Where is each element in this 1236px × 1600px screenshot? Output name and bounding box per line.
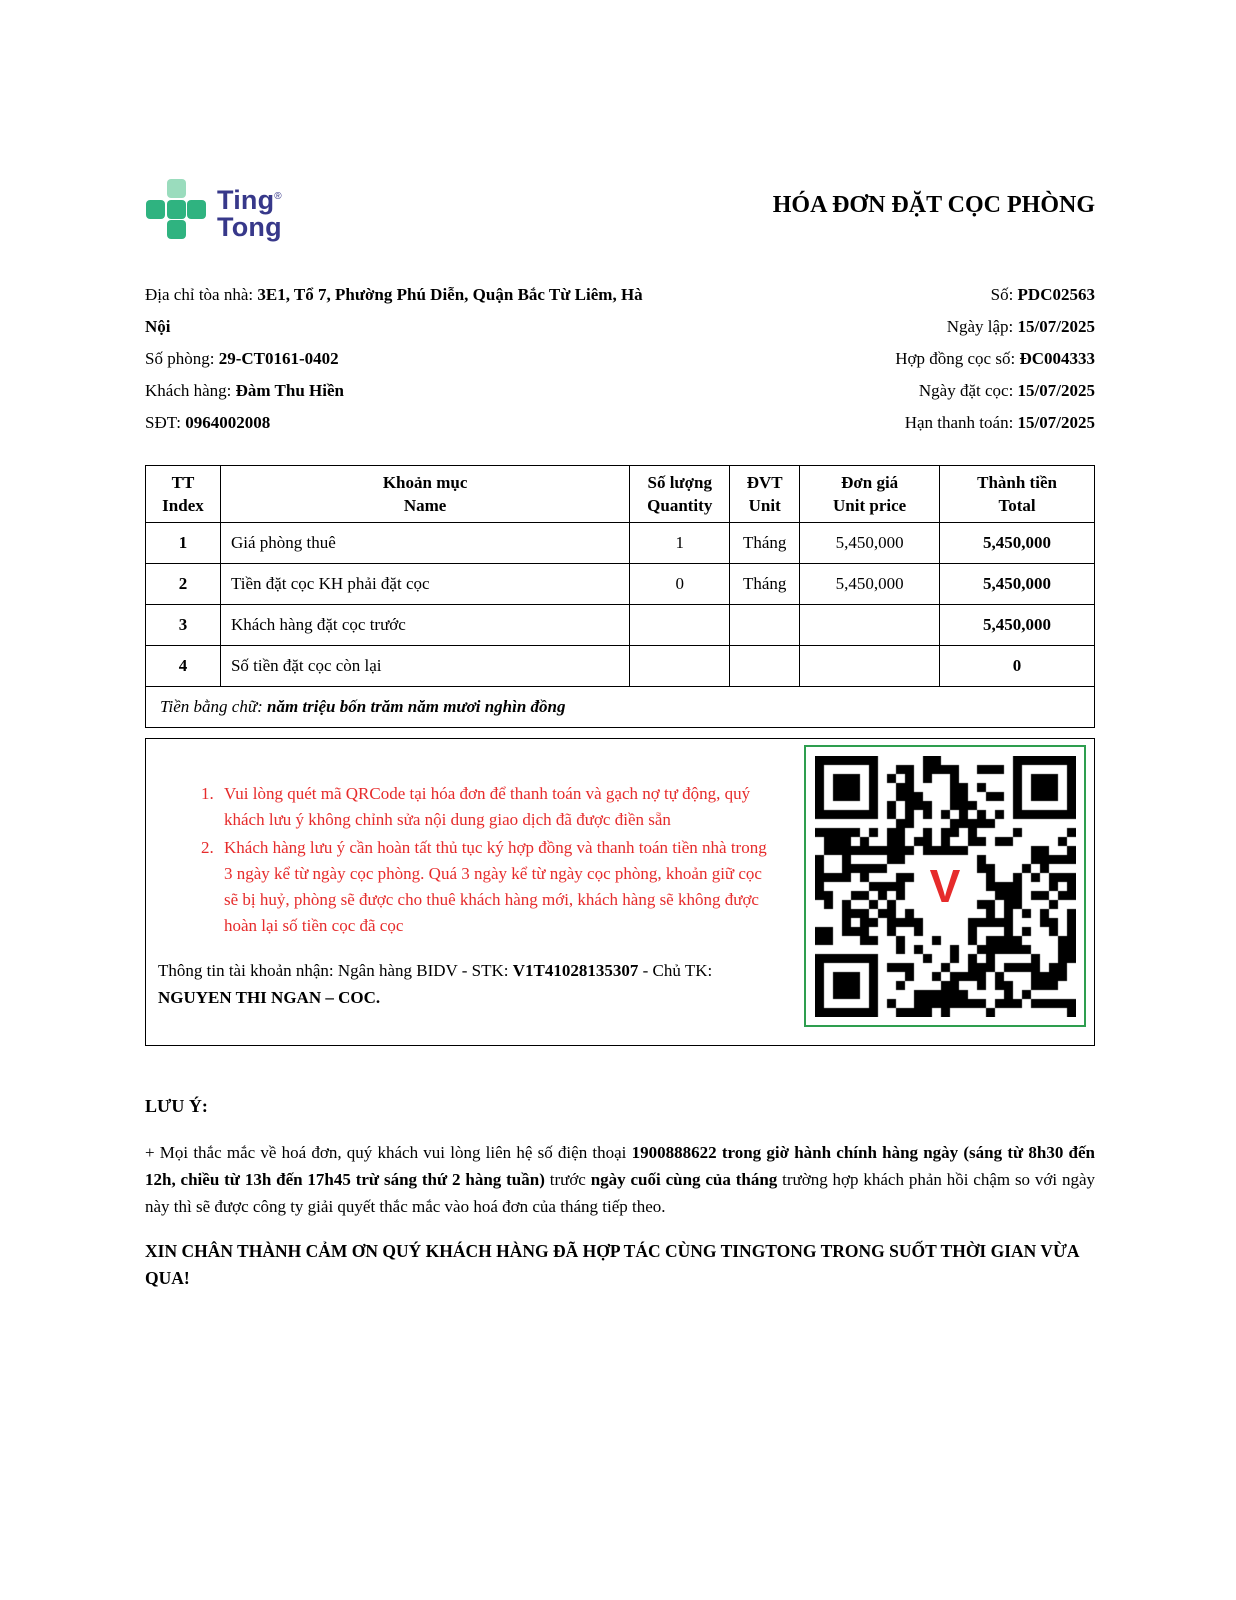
- customer-info: [145, 279, 650, 439]
- table-header-row: [146, 466, 1095, 523]
- amount-in-words-row: [146, 687, 1095, 728]
- footer: [145, 1096, 1095, 1292]
- page-title: HÓA ĐƠN ĐẶT CỌC PHÒNG: [772, 192, 1095, 218]
- payment-notes-box: [145, 738, 1095, 1046]
- column-header-quantity: Số lượng Quantity: [630, 466, 730, 523]
- customer-phone: SĐT: 0964002008: [145, 413, 271, 432]
- deposit-date: Ngày đặt cọc: 15/07/2025: [918, 381, 1095, 400]
- column-header-name: Khoản mục Name: [220, 466, 629, 523]
- payment-notes: [158, 745, 778, 1039]
- tingtong-logo: [145, 178, 282, 245]
- warning-item: 1. Vui lòng quét mã QRCode tại hóa đơn để thanh toán và gạch nợ tự động, quý khách lưu ý không chỉnh sửa nội dung giao dịch đã được điền sẵn: [218, 781, 778, 833]
- customer-name: Khách hàng: Đàm Thu Hiền: [145, 381, 344, 400]
- payment-due-date: Hạn thanh toán: 15/07/2025: [904, 413, 1095, 432]
- header: [145, 178, 1095, 245]
- payment-qr-code: [804, 745, 1086, 1027]
- table-row: 2 Tiền đặt cọc KH phải đặt cọc 0 Tháng 5,450,000 5,450,000: [146, 564, 1095, 605]
- amount-in-words-label: Tiền bằng chữ:: [160, 697, 268, 716]
- invoice-meta: [650, 279, 1095, 439]
- invoice-number: Số: PDC02563: [990, 285, 1095, 304]
- room-number: Số phòng: 29-CT0161-0402: [145, 349, 339, 368]
- tingtong-plus-icon: [145, 178, 207, 245]
- issue-date: Ngày lập: 15/07/2025: [946, 317, 1095, 336]
- thank-you-message: XIN CHÂN THÀNH CẢM ƠN QUÝ KHÁCH HÀNG ĐÃ HỢP TÁC CÙNG TINGTONG TRONG SUỐT THỜI GIAN VỪA QUA!: [145, 1241, 1079, 1288]
- amount-in-words-value: năm triệu bốn trăm năm mươi nghìn đồng: [267, 697, 566, 716]
- warning-item: 2. Khách hàng lưu ý cần hoàn tất thủ tục ký hợp đồng và thanh toán tiền nhà trong 3 ngày kể từ ngày cọc phòng. Quá 3 ngày kể từ ngày cọc phòng, khoản giữ cọc sẽ bị huỷ, phòng sẽ được cho thuê khách hàng mới, khách hàng sẽ không được hoàn lại số tiền cọc đã cọc: [218, 835, 778, 939]
- registered-mark: ®: [274, 190, 282, 202]
- column-header-total: Thành tiền Total: [940, 466, 1095, 523]
- tingtong-logo-text: Ting® Tong: [217, 184, 282, 242]
- invoice-info: [145, 279, 1095, 439]
- table-row: 4 Số tiền đặt cọc còn lại 0: [146, 646, 1095, 687]
- hotline-notice: + Mọi thắc mắc về hoá đơn, quý khách vui lòng liên hệ số điện thoại 1900888622 trong giờ hành chính hàng ngày (sáng từ 8h30 đến 12h, chiều từ 13h đến 17h45 trừ sáng thứ 2 hàng tuần) trước ngày cuối cùng của tháng trường hợp khách phản hồi chậm so với ngày này thì sẽ được công ty giải quyết thắc mắc vào hoá đơn của tháng tiếp theo.: [145, 1143, 1096, 1216]
- qr-center-v-icon: V: [917, 858, 973, 914]
- invoice-table: [145, 465, 1095, 728]
- table-row: 1 Giá phòng thuê 1 Tháng 5,450,000 5,450,000: [146, 523, 1095, 564]
- column-header-unit: ĐVT Unit: [730, 466, 800, 523]
- bank-account-info: Thông tin tài khoản nhận: Ngân hàng BIDV - STK: V1T41028135307 - Chủ TK: NGUYEN THI NGAN – COC.: [158, 961, 713, 1007]
- column-header-unit-price: Đơn giá Unit price: [800, 466, 940, 523]
- notice-heading: LƯU Ý:: [145, 1096, 208, 1116]
- column-header-index: TT Index: [146, 466, 221, 523]
- building-address: Địa chỉ tòa nhà: 3E1, Tổ 7, Phường Phú Diễn, Quận Bắc Từ Liêm, Hà Nội: [145, 285, 643, 336]
- warning-list: [186, 781, 778, 939]
- deposit-contract-number: Hợp đồng cọc số: ĐC004333: [895, 349, 1095, 368]
- table-row: 3 Khách hàng đặt cọc trước 5,450,000: [146, 605, 1095, 646]
